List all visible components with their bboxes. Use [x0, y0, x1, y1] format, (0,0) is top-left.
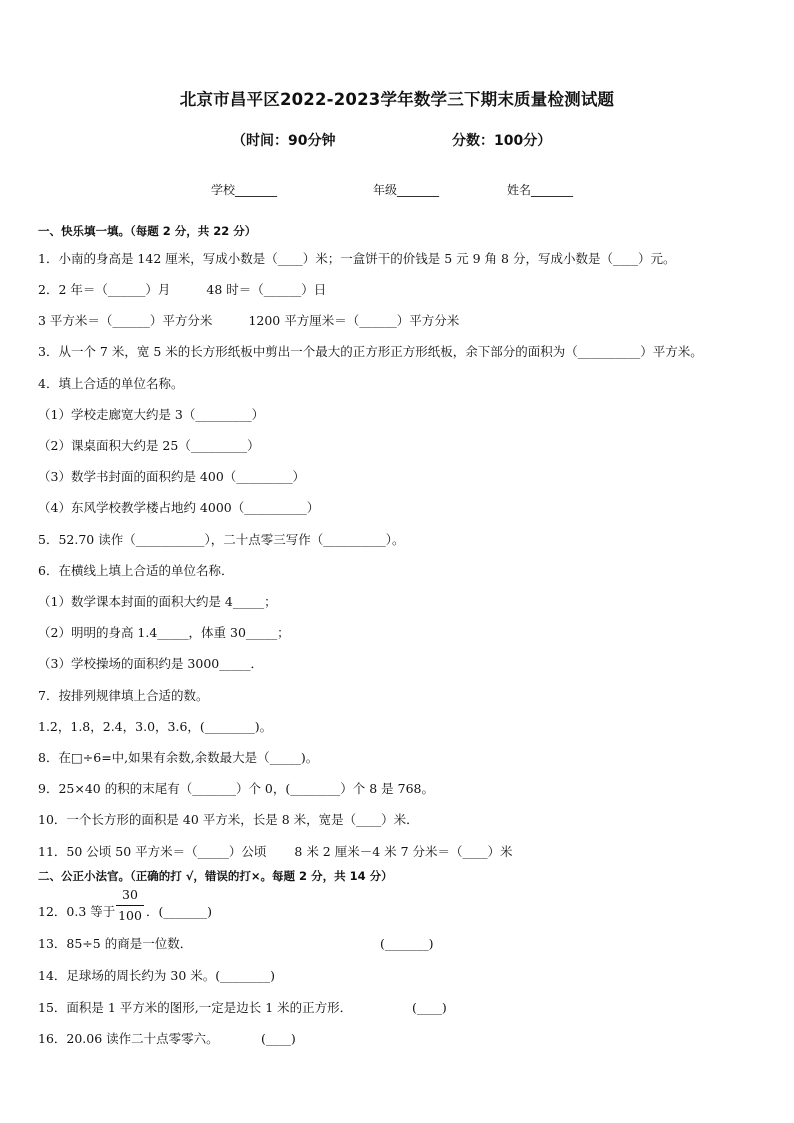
- question-16-text: 16．20.06 读作二十点零零六。: [38, 1031, 219, 1046]
- question-11b: 8 米 2 厘米－4 米 7 分米＝（____）米: [294, 844, 513, 859]
- question-6-1: （1）数学课本封面的面积大约是 4_____；: [38, 594, 277, 609]
- fraction-numerator: 30: [122, 887, 138, 902]
- section-heading-1: 一、快乐填一填。（每题 2 分，共 22 分）: [38, 224, 257, 238]
- question-11: [38, 843, 513, 861]
- question-14: 14．足球场的周长约为 30 米。(________): [38, 968, 276, 983]
- question-16-blank: (____): [261, 1031, 296, 1046]
- question-2-row-2: [38, 312, 459, 330]
- question-2d: 1200 平方厘米＝（______）平方分米: [248, 313, 460, 328]
- question-13: [38, 935, 434, 953]
- question-5: 5．52.70 读作（___________），二十点零三写作（__________）。: [38, 532, 405, 547]
- question-15-blank: (____): [412, 1000, 447, 1015]
- question-12-blank: ．(_______): [146, 904, 213, 919]
- page-title: 北京市昌平区2022-2023学年数学三下期末质量检测试题: [179, 90, 615, 109]
- question-15: [38, 999, 447, 1017]
- question-4: 4．填上合适的单位名称。: [38, 376, 184, 391]
- question-2-row-1: [38, 281, 326, 299]
- question-8: 8．在□÷6=中,如果有余数,余数最大是（_____)。: [38, 750, 319, 765]
- school-field[interactable]: 学校_______: [211, 183, 278, 197]
- fraction-30-100: [116, 886, 144, 925]
- question-11a: 11．50 公顷 50 平方米＝（_____）公顷: [38, 844, 267, 859]
- question-6-2: （2）明明的身高 1.4_____，体重 30_____；: [38, 625, 290, 640]
- exam-score: 分数：100分）: [452, 133, 552, 149]
- question-3: 3．从一个 7 米，宽 5 米的长方形纸板中剪出一个最大的正方形正方形纸板，余下部分的面积为（__________）平方米。: [38, 344, 703, 359]
- question-4-1: （1）学校走廊宽大约是 3（_________）: [38, 407, 265, 422]
- section-heading-2: 二、公正小法官。（正确的打 √，错误的打×。每题 2 分，共 14 分）: [38, 869, 393, 883]
- question-2c: 3 平方米＝（______）平方分米: [38, 313, 213, 328]
- question-4-4: （4）东风学校教学楼占地约 4000（__________）: [38, 500, 320, 515]
- fraction-bar: [116, 905, 144, 906]
- fraction-denominator: 100: [118, 908, 142, 923]
- question-16: [38, 1030, 296, 1048]
- question-6-3: （3）学校操场的面积约是 3000_____．: [38, 656, 263, 671]
- exam-time: （时间：90分钟: [232, 133, 336, 149]
- question-2b: 48 时＝（______）日: [206, 282, 327, 297]
- question-10: 10．一个长方形的面积是 40 平方米，长是 8 米，宽是（____）米．: [38, 812, 419, 827]
- time-score-row: [0, 130, 794, 152]
- question-15-text: 15．面积是 1 平方米的图形,一定是边长 1 米的正方形．: [38, 1000, 353, 1015]
- question-9: 9．25×40 的积的末尾有（_______）个 0，(________）个 8 是 768。: [38, 781, 434, 796]
- question-4-2: （2）课桌面积大约是 25（_________）: [38, 438, 260, 453]
- name-field[interactable]: 姓名_______: [507, 183, 574, 197]
- question-1: 1．小南的身高是 142 厘米，写成小数是（____）米；一盒饼干的价钱是 5 元 9 角 8 分，写成小数是（____）元。: [38, 251, 676, 266]
- question-6: 6．在横线上填上合适的单位名称．: [38, 563, 234, 578]
- question-12-text: 12．0.3 等于: [38, 904, 116, 919]
- question-7: 7．按排列规律填上合适的数。: [38, 688, 209, 703]
- question-7-sequence: 1.2，1.8，2.4，3.0，3.6，(________)。: [38, 719, 273, 734]
- question-4-3: （3）数学书封面的面积约是 400（_________）: [38, 469, 306, 484]
- question-13-blank: (_______): [380, 936, 434, 951]
- grade-field[interactable]: 年级_______: [373, 183, 440, 197]
- question-13-text: 13．85÷5 的商是一位数．: [38, 936, 193, 951]
- student-info-row: [0, 181, 794, 201]
- question-2a: 2．2 年＝（______）月: [38, 282, 171, 297]
